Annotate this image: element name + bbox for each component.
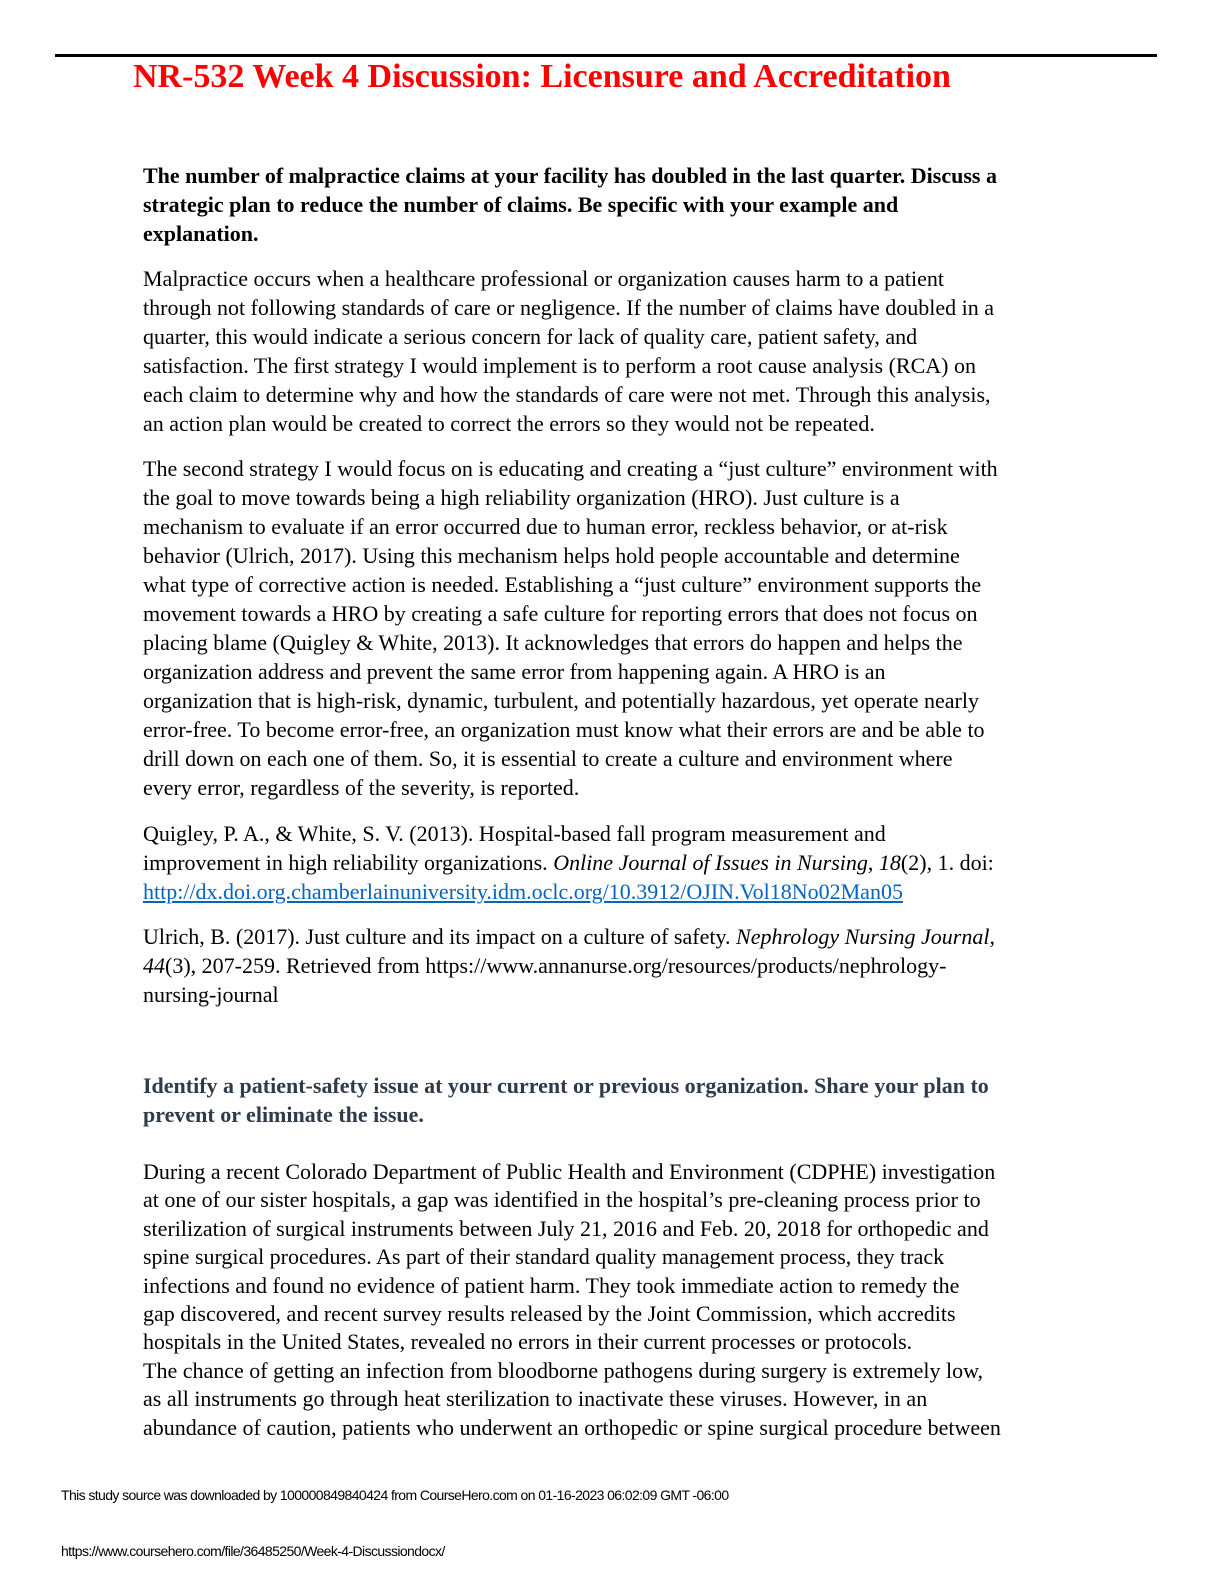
reference-text: improvement in high reliability organizations. [143, 850, 554, 875]
reference-text: (3), 207-259. Retrieved from https://www.annanurse.org/resources/products/nephrology- [165, 953, 947, 978]
text-line: abundance of caution, patients who underwent an orthopedic or spine surgical procedure between [143, 1414, 1001, 1440]
journal-title: Online Journal of Issues in Nursing [553, 850, 868, 875]
text-line: organization address and prevent the same error from happening again. A HRO is an [143, 659, 886, 684]
text-line: Malpractice occurs when a healthcare professional or organization causes harm to a patient [143, 266, 945, 291]
reference-text: (2), 1. doi: [900, 850, 994, 875]
text-line: an action plan would be created to correct the errors so they would not be repeated. [143, 411, 875, 436]
text-line: The chance of getting an infection from bloodborne pathogens during surgery is extremely low, [143, 1357, 984, 1383]
text-line: movement towards a HRO by creating a safe culture for reporting errors that does not focus on [143, 601, 978, 626]
text-line: what type of corrective action is needed. Establishing a “just culture” environment supports the [143, 572, 982, 597]
download-notice: This study source was downloaded by 100000849840424 from CourseHero.com on 01-16-2023 06:02:09 GMT -06:00 [61, 1487, 729, 1503]
text-line: error-free. To become error-free, an organization must know what their errors are and be able to [143, 717, 985, 742]
question-2 [143, 1071, 1103, 1129]
reference-line [143, 951, 1103, 980]
text-line: sterilization of surgical instruments between July 21, 2016 and Feb. 20, 2018 for orthopedic and [143, 1215, 989, 1241]
reference-line: Quigley, P. A., & White, S. V. (2013). Hospital-based fall program measurement and [143, 821, 886, 846]
reference-line [143, 922, 1103, 951]
text-line: at one of our sister hospitals, a gap was identified in the hospital’s pre-cleaning process prior to [143, 1187, 981, 1213]
text-line: mechanism to evaluate if an error occurred due to human error, reckless behavior, or at-risk [143, 514, 948, 539]
text-line: The number of malpractice claims at your facility has doubled in the last quarter. Discuss a [143, 163, 997, 188]
doi-link[interactable]: http://dx.doi.org.chamberlainuniversity.idm.oclc.org/10.3912/OJIN.Vol18No02Man05 [143, 879, 903, 904]
header-rule [55, 54, 1157, 57]
reference-text: , [867, 850, 879, 875]
text-line: every error, regardless of the severity, is reported. [143, 775, 580, 800]
text-line: The second strategy I would focus on is educating and creating a “just culture” environment with [143, 456, 998, 481]
text-line: hospitals in the United States, revealed no errors in their current processes or protocols. [143, 1329, 913, 1355]
reference-text: Ulrich, B. (2017). Just culture and its impact on a culture of safety. [143, 924, 737, 949]
journal-volume: 18 [878, 850, 901, 875]
text-line: During a recent Colorado Department of Public Health and Environment (CDPHE) investigation [143, 1159, 996, 1184]
journal-title: Nephrology Nursing Journal [736, 924, 990, 949]
text-line: behavior (Ulrich, 2017). Using this mechanism helps hold people accountable and determine [143, 543, 960, 568]
reference-text: , [989, 924, 995, 949]
question-1 [143, 161, 1103, 248]
text-line: Identify a patient-safety issue at your current or previous organization. Share your plan to [143, 1073, 989, 1098]
answer-paragraph-2 [143, 454, 1103, 802]
text-line: placing blame (Quigley & White, 2013). It acknowledges that errors do happen and helps the [143, 630, 963, 655]
text-line: the goal to move towards being a high reliability organization (HRO). Just culture is a [143, 485, 900, 510]
reference-quigley [143, 819, 1103, 906]
source-url[interactable]: https://www.coursehero.com/file/36485250/Week-4-Discussiondocx/ [61, 1543, 445, 1559]
text-line: each claim to determine why and how the standards of care were not met. Through this analysis, [143, 382, 991, 407]
text-line: as all instruments go through heat sterilization to inactivate these viruses. However, in an [143, 1386, 928, 1412]
text-line: gap discovered, and recent survey results released by the Joint Commission, which accredits [143, 1300, 956, 1326]
text-line: drill down on each one of them. So, it is essential to create a culture and environment where [143, 746, 953, 771]
text-line: infections and found no evidence of patient harm. They took immediate action to remedy the [143, 1272, 960, 1298]
reference-line: nursing-journal [143, 982, 279, 1007]
text-line: spine surgical procedures. As part of their standard quality management process, they track [143, 1244, 945, 1270]
reference-line [143, 848, 1103, 877]
answer-paragraph-3 [143, 1158, 1103, 1442]
text-line: satisfaction. The first strategy I would implement is to perform a root cause analysis (RCA) on [143, 353, 976, 378]
text-line: quarter, this would indicate a serious concern for lack of quality care, patient safety, and [143, 324, 918, 349]
text-line: explanation. [143, 221, 259, 246]
answer-paragraph-1 [143, 264, 1103, 438]
text-line: prevent or eliminate the issue. [143, 1102, 424, 1127]
document-title: NR-532 Week 4 Discussion: Licensure and Accreditation [133, 58, 951, 95]
text-line: organization that is high-risk, dynamic, turbulent, and potentially hazardous, yet operate nearly [143, 688, 979, 713]
text-line: strategic plan to reduce the number of claims. Be specific with your example and [143, 192, 899, 217]
reference-ulrich [143, 922, 1103, 1009]
text-line: through not following standards of care or negligence. If the number of claims have doubled in a [143, 295, 995, 320]
journal-volume: 44 [143, 953, 165, 978]
